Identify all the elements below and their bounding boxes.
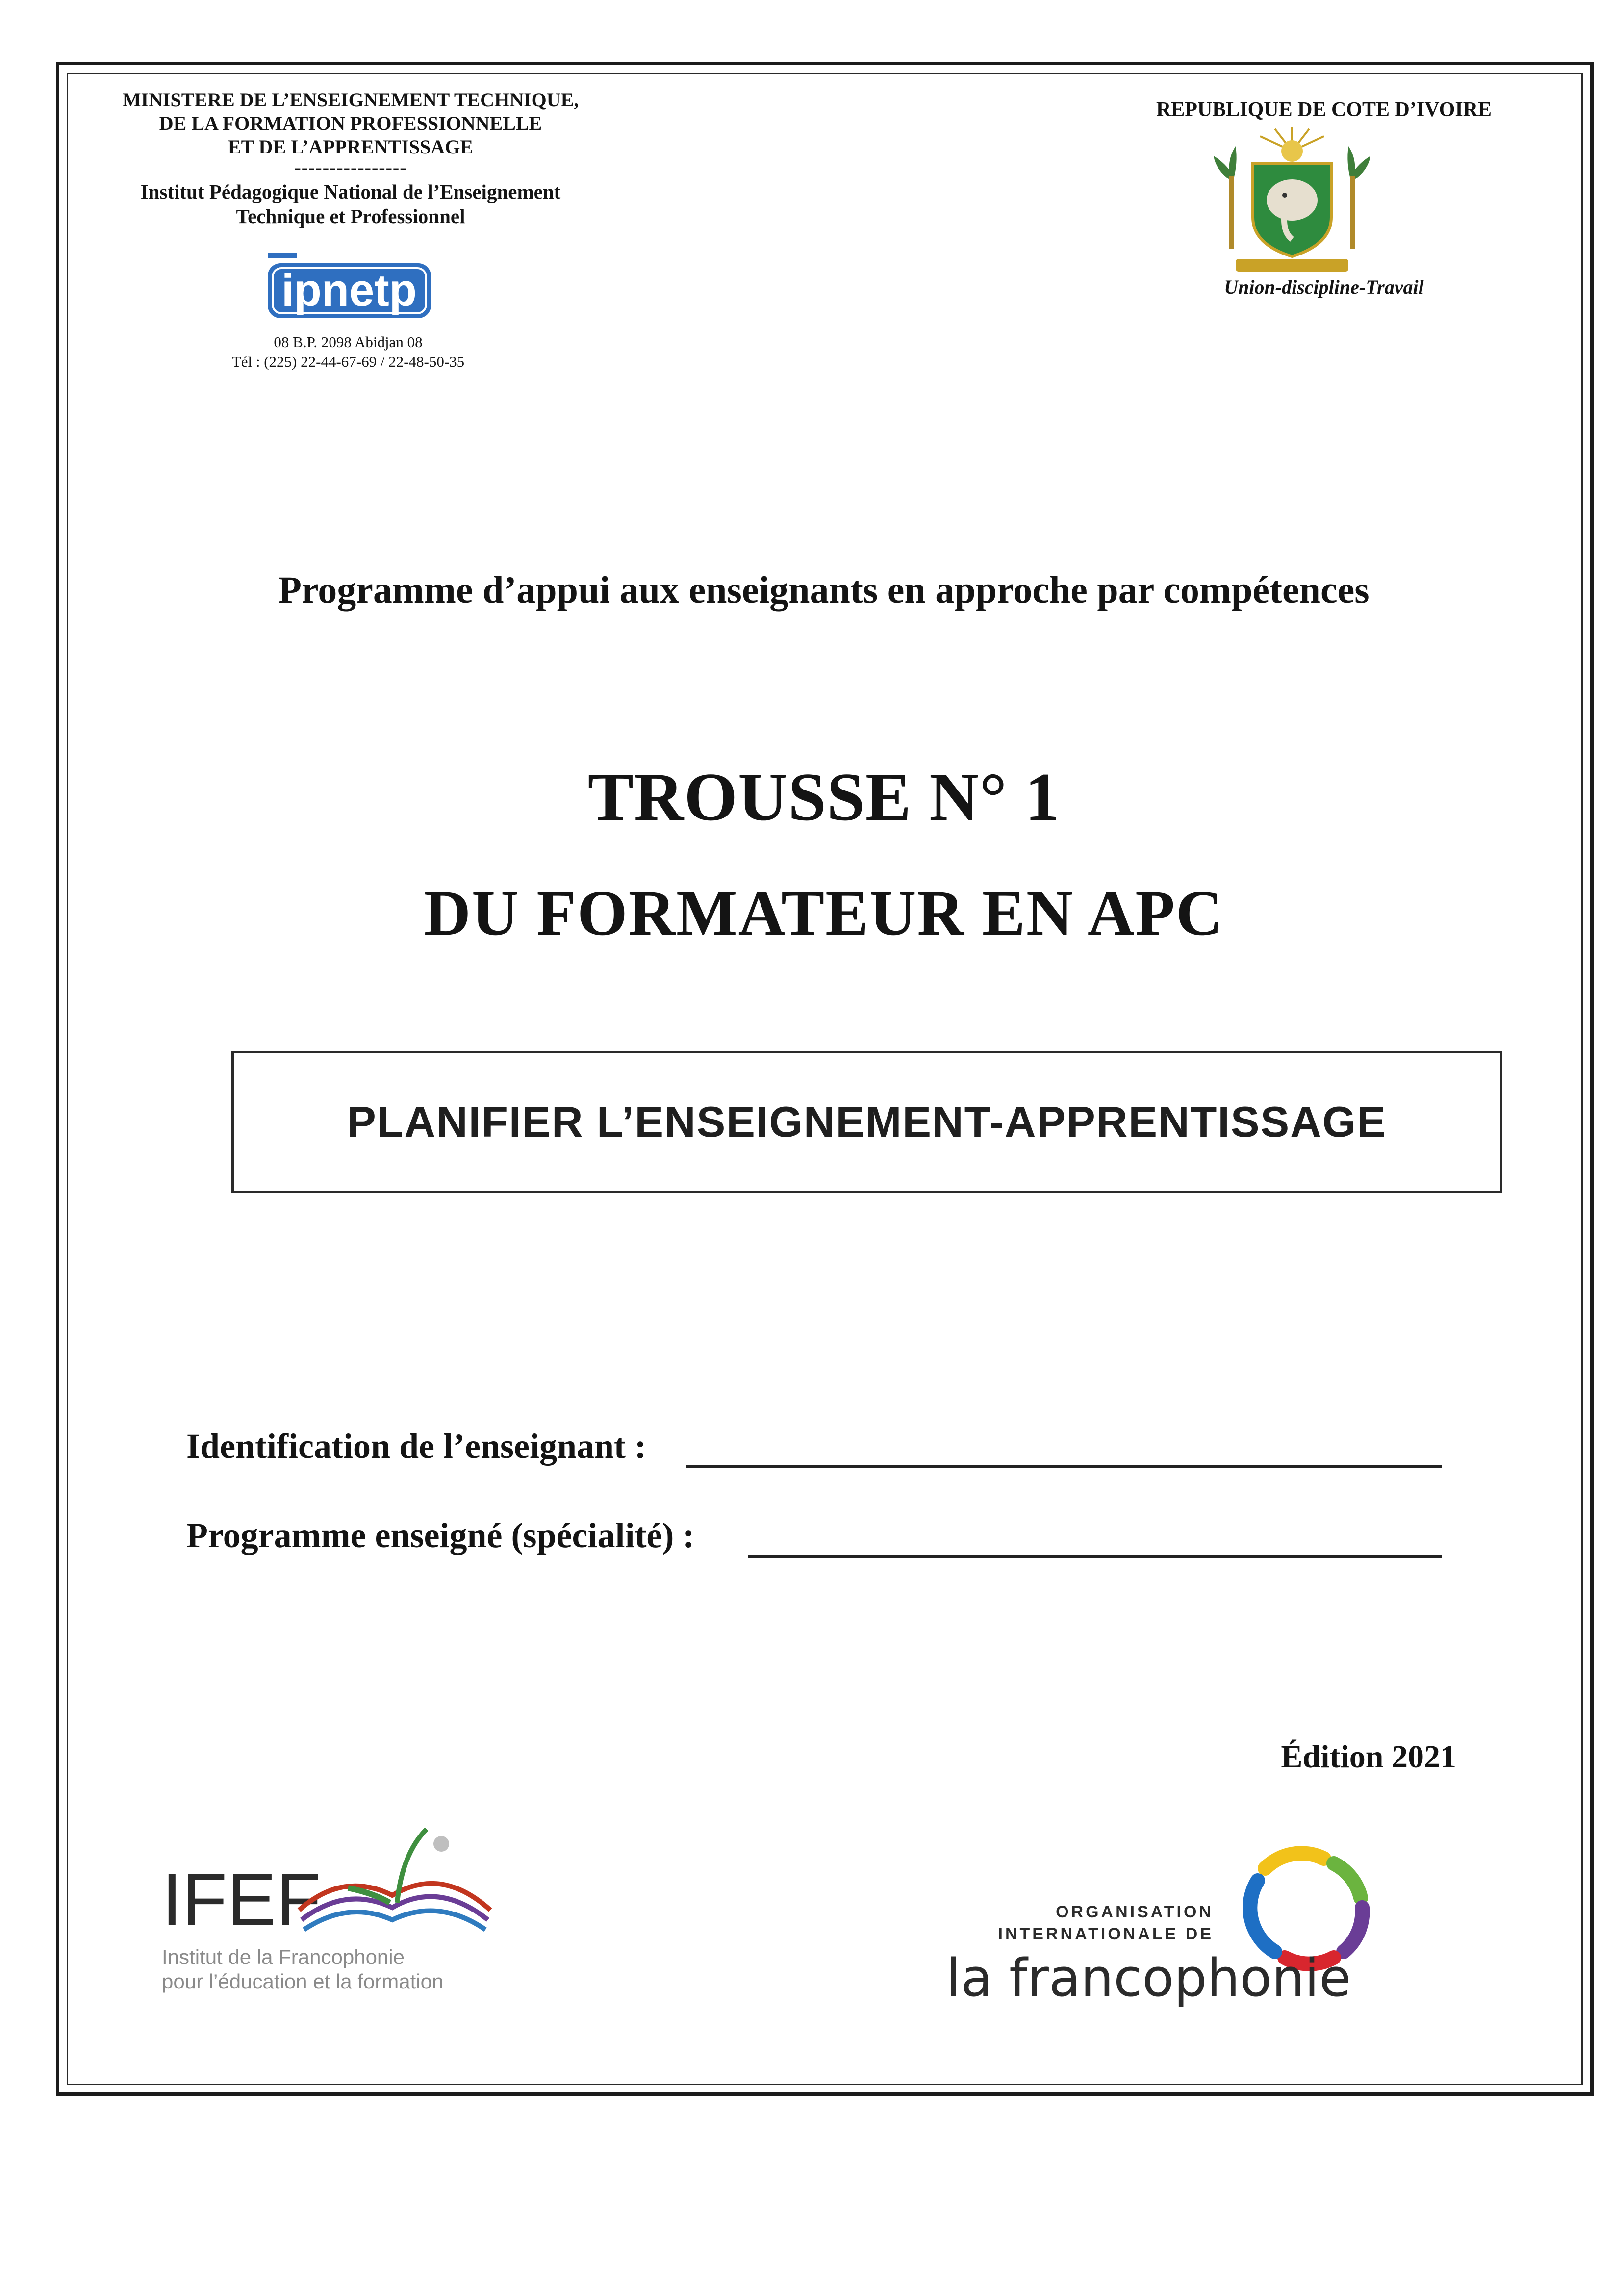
programme-taught-label: Programme enseigné (spécialité) : xyxy=(186,1516,695,1555)
ifef-logo xyxy=(162,1814,505,2001)
programme-title: Programme d’appui aux enseignants en approche par compétences xyxy=(278,568,1370,611)
ministry-line-3: ET DE L’APPRENTISSAGE xyxy=(228,136,474,158)
address-line-2: Tél : (225) 22-44-67-69 / 22-48-50-35 xyxy=(231,353,465,370)
subject-box xyxy=(231,1051,1502,1193)
institute-line-1: Institut Pédagogique National de l’Enseignement xyxy=(140,180,561,203)
ipnetp-logo-text: ipnetp xyxy=(281,265,417,315)
republic-name: REPUBLIQUE DE COTE D’IVOIRE xyxy=(1156,99,1492,121)
oif-line-2: INTERNATIONALE DE xyxy=(998,1925,1214,1943)
header-separator: ---------------- xyxy=(294,156,407,178)
edition-label: Édition 2021 xyxy=(1281,1739,1456,1775)
teacher-identification-label: Identification de l’enseignant : xyxy=(186,1427,647,1466)
teacher-identification-line[interactable] xyxy=(686,1465,1442,1468)
ifef-subtitle-line-2: pour l’éducation et la formation xyxy=(162,1970,444,1993)
ifef-subtitle-line-1: Institut de la Francophonie xyxy=(162,1945,405,1968)
main-title-line-1: TROUSSE N° 1 xyxy=(587,759,1060,835)
ipnetp-logo xyxy=(265,253,434,321)
ifef-logo-name: IFEF xyxy=(162,1858,321,1940)
coat-of-arms-icon xyxy=(1211,122,1373,279)
programme-taught-line[interactable] xyxy=(748,1555,1442,1558)
oif-line-1: ORGANISATION xyxy=(1056,1903,1214,1921)
oif-logo xyxy=(941,1829,1393,2011)
ministry-header xyxy=(64,88,637,229)
institute-address xyxy=(147,332,549,372)
ministry-line-1: MINISTERE DE L’ENSEIGNEMENT TECHNIQUE, xyxy=(122,89,579,111)
ministry-line-2: DE LA FORMATION PROFESSIONNELLE xyxy=(159,112,542,134)
main-title-line-2: DU FORMATEUR EN APC xyxy=(424,877,1224,949)
national-motto: Union-discipline-Travail xyxy=(1224,276,1424,298)
address-line-1: 08 B.P. 2098 Abidjan 08 xyxy=(274,333,423,351)
institute-line-2: Technique et Professionnel xyxy=(236,205,465,228)
subject-title: PLANIFIER L’ENSEIGNEMENT-APPRENTISSAGE xyxy=(347,1097,1387,1146)
oif-name: la francophonie xyxy=(946,1948,1351,2008)
